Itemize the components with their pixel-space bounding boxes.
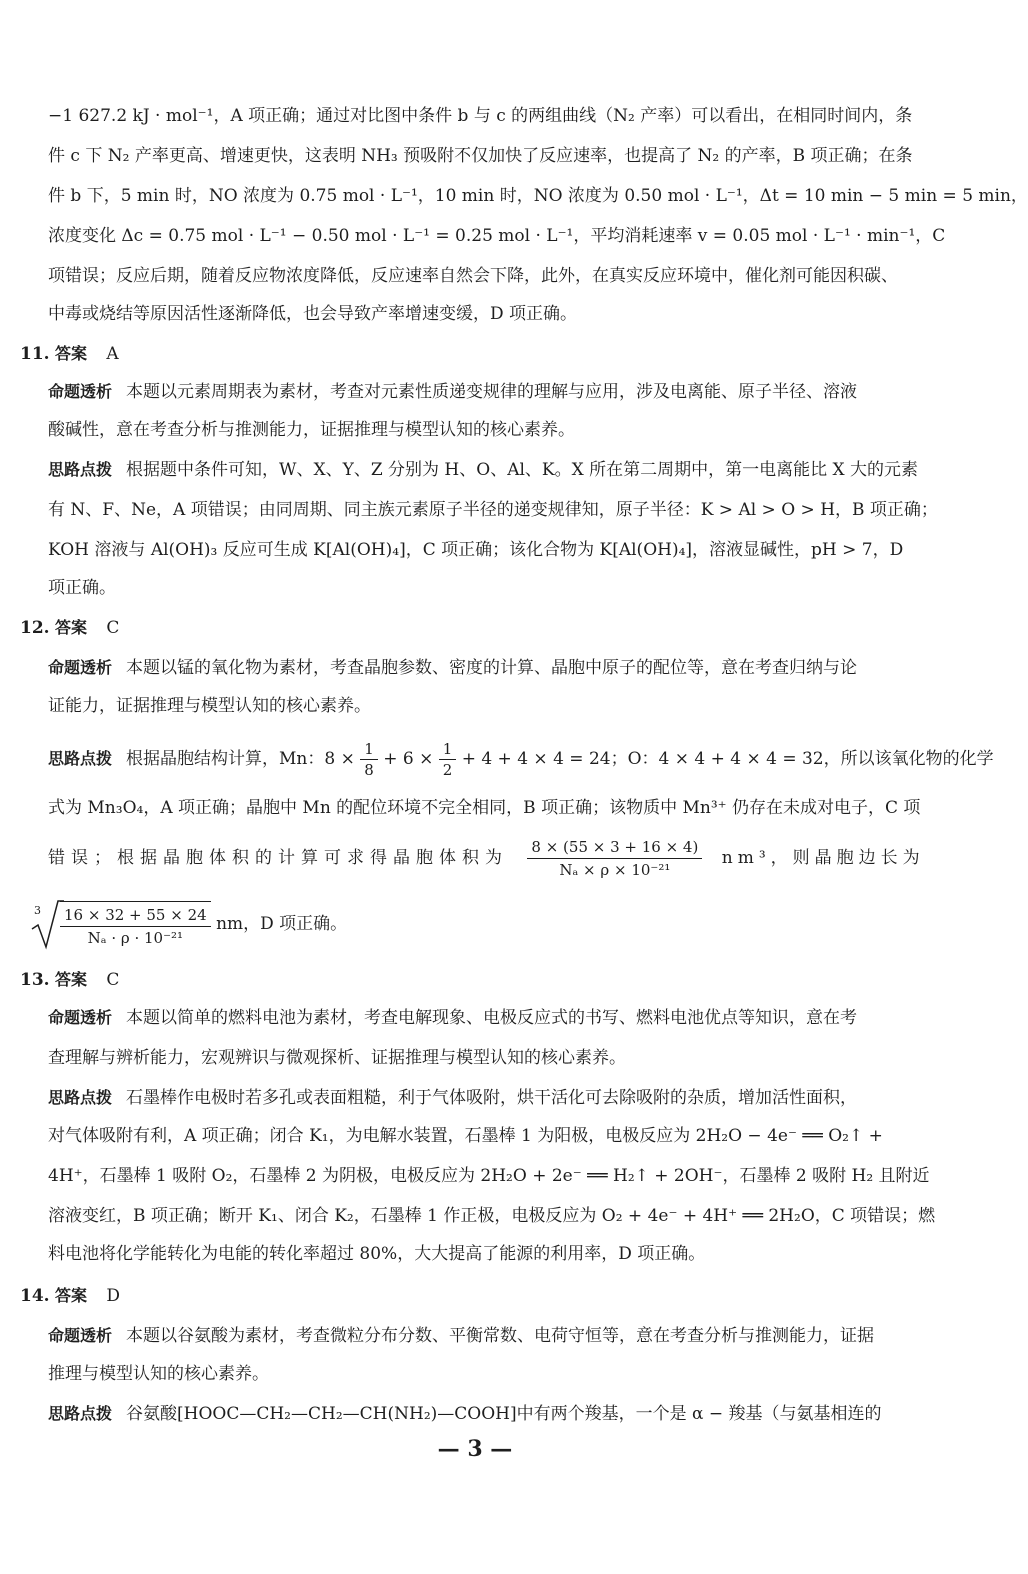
text-line: 项错误；反应后期，随着反应物浓度降低，反应速率自然会下降，此外，在真实反应环境中，催化剂可能因积碳、 (48, 266, 898, 286)
fraction (360, 739, 378, 780)
answer-label: 答案 (54, 970, 87, 989)
answer-header-13 (20, 964, 895, 996)
text-line: 4H⁺，石墨棒 1 吸附 O₂，石墨棒 2 为阴极，电极反应为 2H₂O + 2e⁻ ══ H₂↑ + 2OH⁻，石墨棒 2 吸附 H₂ 且附近 (48, 1166, 930, 1186)
hint-text: nm，D 项正确。 (216, 914, 348, 934)
hint-line (48, 454, 923, 486)
question-number: 14. (20, 1286, 50, 1306)
intent-label: 命题透析 (48, 658, 113, 677)
text-line: 溶液变红，B 项正确；断开 K₁、闭合 K₂，石墨棒 1 作正极，电极反应为 O₂ + 4e⁻ + 4H⁺ ══ 2H₂O，C 项错误；燃 (48, 1206, 936, 1226)
answer-value: C (106, 970, 120, 990)
hint-text: 石墨棒作电极时若多孔或表面粗糙，利于气体吸附，烘干活化可去除吸附的杂质，增加活性面积， (126, 1088, 858, 1108)
fraction (60, 901, 211, 949)
intent-line (48, 1002, 923, 1034)
text-line: −1 627.2 kJ · mol⁻¹，A 项正确；通过对比图中条件 b 与 c 的两组曲线（N₂ 产率）可以看出，在相同时间内，条 (48, 106, 913, 126)
hint-label: 思路点拨 (48, 749, 113, 768)
answer-value: C (106, 618, 120, 638)
text-line: 推理与模型认知的核心素养。 (48, 1364, 269, 1384)
intent-label: 命题透析 (48, 382, 113, 401)
text-line: 中毒或烧结等原因活性逐渐降低，也会导致产率增速变缓，D 项正确。 (48, 304, 578, 324)
fraction-denominator: Nₐ × ρ × 10⁻²¹ (559, 861, 671, 879)
answer-label: 答案 (54, 344, 87, 363)
hint-label: 思路点拨 (48, 1088, 113, 1107)
fraction-numerator: 1 (439, 739, 457, 760)
text-line: 料电池将化学能转化为电能的转化率超过 80%，大大提高了能源的利用率，D 项正确。 (48, 1244, 706, 1264)
page-number: — 3 — (437, 1436, 513, 1462)
text-line: 对气体吸附有利，A 项正确；闭合 K₁，为电解水装置，石墨棒 1 为阳极，电极反应为 2H₂O − 4e⁻ ══ O₂↑ + (48, 1126, 883, 1146)
text-line: 件 b 下，5 min 时，NO 浓度为 0.75 mol · L⁻¹，10 min 时，NO 浓度为 0.50 mol · L⁻¹，Δt = 10 min − 5 min = 5 min， (48, 186, 1028, 206)
hint-line (48, 1082, 923, 1114)
intent-label: 命题透析 (48, 1326, 113, 1345)
radical-sign-icon (30, 897, 64, 953)
text-line: KOH 溶液与 Al(OH)₃ 反应可生成 K[Al(OH)₄]，C 项正确；该化合物为 K[Al(OH)₄]，溶液显碱性，pH > 7，D (48, 540, 904, 560)
answer-header-12 (20, 612, 895, 644)
hint-text: 根据题中条件可知，W、X、Y、Z 分别为 H、O、Al、K。X 所在第二周期中，第一电离能比 X 大的元素 (126, 460, 919, 480)
text-line: 证能力，证据推理与模型认知的核心素养。 (48, 696, 371, 716)
intent-label: 命题透析 (48, 1008, 113, 1027)
text-line: 项正确。 (48, 578, 116, 598)
hint-label: 思路点拨 (48, 1404, 113, 1423)
hint-text: 错误；根据晶胞体积的计算可求得晶胞体积为 (48, 848, 508, 868)
intent-line (48, 1320, 923, 1352)
text-line: 有 N、F、Ne，A 项错误；由同周期、同主族元素原子半径的递变规律知，原子半径：K > Al > O > H，B 项正确； (48, 500, 938, 520)
hint-text: 根据晶胞结构计算，Mn：8 × (126, 749, 355, 769)
hint-formula-line (48, 832, 925, 884)
answer-label: 答案 (54, 618, 87, 637)
intent-text: 本题以简单的燃料电池为素材，考查电解现象、电极反应式的书写、燃料电池优点等知识，意在考 (126, 1008, 858, 1028)
intent-line (48, 376, 923, 408)
question-number: 12. (20, 618, 50, 638)
hint-text: + 4 + 4 × 4 = 24；O：4 × 4 + 4 × 4 = 32，所以该氧化物的化学 (461, 749, 994, 769)
text-line: 式为 Mn₃O₄，A 项正确；晶胞中 Mn 的配位环境不完全相同，B 项正确；该物质中 Mn³⁺ 仍存在未成对电子，C 项 (48, 798, 921, 818)
text-line: 件 c 下 N₂ 产率更高、增速更快，这表明 NH₃ 预吸附不仅加快了反应速率，也提高了 N₂ 的产率，B 项正确；在条 (48, 146, 913, 166)
question-number: 13. (20, 970, 50, 990)
fraction (439, 739, 457, 780)
text-line: 酸碱性，意在考查分析与推测能力，证据推理与模型认知的核心素养。 (48, 420, 575, 440)
intent-text: 本题以元素周期表为素材，考查对元素性质递变规律的理解与应用，涉及电离能、原子半径、溶液 (126, 382, 858, 402)
hint-line (48, 1398, 923, 1430)
fraction-numerator: 8 × (55 × 3 + 16 × 4) (527, 836, 702, 859)
hint-text: + 6 × (383, 749, 434, 769)
intent-line (48, 652, 923, 684)
fraction-denominator: 8 (364, 761, 374, 779)
hint-label: 思路点拨 (48, 460, 113, 479)
answer-value: D (106, 1286, 121, 1306)
answer-label: 答案 (54, 1286, 87, 1305)
text-line: 查理解与辨析能力，宏观辨识与微观探析、证据推理与模型认知的核心素养。 (48, 1048, 626, 1068)
text-line: 浓度变化 Δc = 0.75 mol · L⁻¹ − 0.50 mol · L⁻¹ = 0.25 mol · L⁻¹，平均消耗速率 v = 0.05 mol · L⁻¹ · min⁻¹，C (48, 226, 946, 246)
question-number: 11. (20, 344, 50, 364)
answer-header-14 (20, 1280, 895, 1312)
cube-root (30, 897, 211, 953)
root-index: 3 (34, 903, 41, 917)
fraction (527, 836, 702, 881)
hint-text: nm³，则晶胞边长为 (721, 848, 925, 868)
hint-formula-line (48, 735, 994, 783)
fraction-numerator: 1 (360, 739, 378, 760)
hint-text: 谷氨酸[HOOC—CH₂—CH₂—CH(NH₂)—COOH]中有两个羧基，一个是 α − 羧基（与氨基相连的 (126, 1404, 882, 1424)
intent-text: 本题以锰的氧化物为素材，考查晶胞参数、密度的计算、晶胞中原子的配位等，意在考查归纳与论 (126, 658, 858, 678)
fraction-denominator: 2 (442, 761, 453, 779)
fraction-numerator: 16 × 32 + 55 × 24 (60, 904, 211, 927)
hint-formula-line (30, 896, 347, 952)
fraction-denominator: Nₐ · ρ · 10⁻²¹ (87, 929, 184, 947)
answer-header-11 (20, 338, 895, 370)
intent-text: 本题以谷氨酸为素材，考查微粒分布分数、平衡常数、电荷守恒等，意在考查分析与推测能力，证据 (126, 1326, 875, 1346)
answer-value: A (106, 344, 119, 364)
